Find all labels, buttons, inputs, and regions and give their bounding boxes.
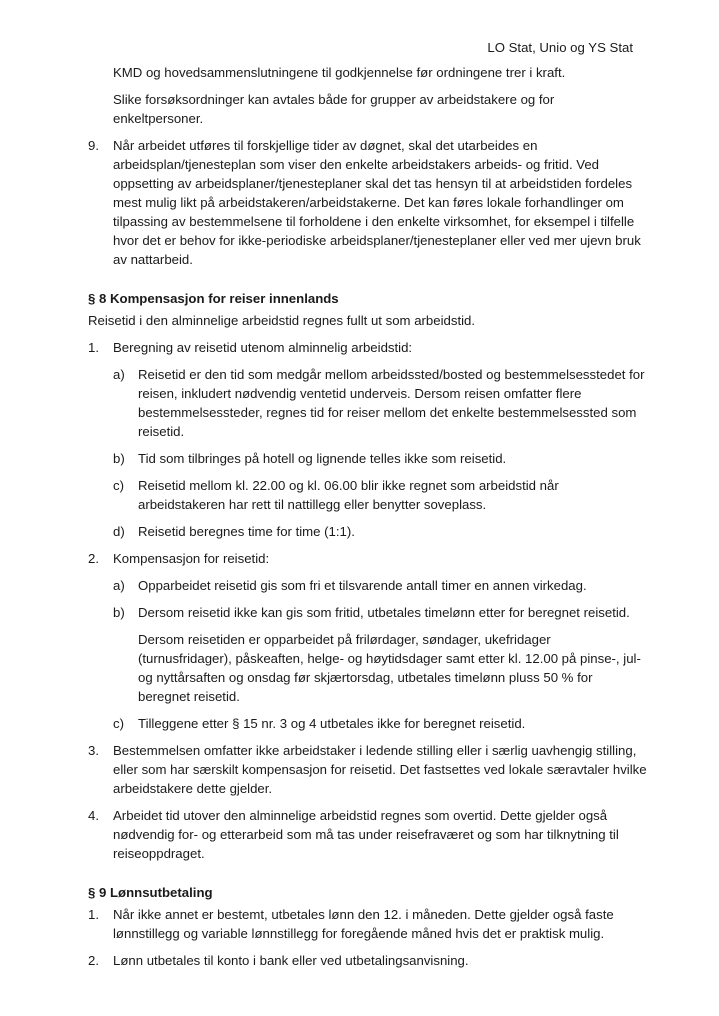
item-number: 2.	[88, 953, 99, 968]
sub-text: Reisetid mellom kl. 22.00 og kl. 06.00 blir ikke regnet som arbeidstid når arbeidstakeren har rett til nattillegg eller benytter soveplass.	[138, 478, 559, 512]
s9-list-item-2	[88, 951, 648, 970]
sub-item-b	[113, 449, 648, 468]
item-number: 2.	[88, 551, 99, 566]
item-number: 9.	[88, 138, 99, 153]
sub-letter: b)	[113, 451, 125, 466]
paragraph: KMD og hovedsammenslutningene til godkjennelse før ordningene trer i kraft.	[113, 65, 566, 80]
s8-list-item-4	[88, 806, 648, 863]
sub-text-extra: Dersom reisetiden er opparbeidet på frilørdager, søndager, ukefridager (turnusfridager), påskeaften, helge- og høytidsdager samt etter kl. 12.00 på pinse-, jul- og nyttårsaften og onsdag før skjærtorsdag, utbetales timelønn pluss 50 % for beregnet reisetid.	[138, 632, 641, 704]
s9-list-item-1	[88, 905, 648, 943]
continuation-text	[88, 63, 648, 128]
sub-text: Tilleggene etter § 15 nr. 3 og 4 utbetales ikke for beregnet reisetid.	[138, 716, 526, 731]
document-body	[88, 63, 648, 978]
sub-item-a	[113, 365, 648, 441]
sub-letter: a)	[113, 578, 125, 593]
sub-text: Reisetid er den tid som medgår mellom arbeidssted/bosted og bestemmelsesstedet for reisen, inkludert nødvendig ventetid underveis. Dersom reisen omfatter flere bestemmelsessteder, regnes tid for reiser mellom det enkelte bestemmelsessted som reisetid.	[138, 367, 645, 439]
sub-item-c	[113, 714, 648, 733]
item-number: 1.	[88, 907, 99, 922]
section-8-intro: Reisetid i den alminnelige arbeidstid regnes fullt ut som arbeidstid.	[88, 313, 476, 328]
item-text: Når arbeidet utføres til forskjellige tider av døgnet, skal det utarbeides en arbeidsplan/tjenesteplan som viser den enkelte arbeidstakers arbeids- og fritid. Ved oppsetting av arbeidsplaner/tjenesteplaner skal det tas hensyn til at arbeidstiden fordeles mest mulig likt på arbeidstakeren/arbeidstakerne. Det kan føres lokale forhandlinger om tilpassing av bestemmelsene til forholdene i den enkelte virksomhet, for eksempel i tilfelle hvor det er behov for ikke-periodiske arbeidsplaner/tjenesteplaner eller ved mer ujevn bruk av nattarbeid.	[113, 138, 641, 267]
item-text: Arbeidet tid utover den alminnelige arbeidstid regnes som overtid. Dette gjelder også nødvendig for- og etterarbeid som må tas under reisefraværet og som har tilknytning til reiseoppdraget.	[113, 808, 619, 861]
item-text: Beregning av reisetid utenom alminnelig arbeidstid:	[113, 340, 413, 355]
sub-item-c	[113, 476, 648, 514]
item-text: Bestemmelsen omfatter ikke arbeidstaker i ledende stilling eller i særlig uavhengig stilling, eller som har særskilt kompensasjon for reisetid. Det fastsettes ved lokale særavtaler hvilke arbeidstakere dette gjelder.	[113, 743, 647, 796]
s8-list-item-3	[88, 741, 648, 798]
sub-text: Opparbeidet reisetid gis som fri et tilsvarende antall timer en annen virkedag.	[138, 578, 587, 593]
item-text: Kompensasjon for reisetid:	[113, 551, 270, 566]
sub-text: Reisetid beregnes time for time (1:1).	[138, 524, 355, 539]
sub-letter: b)	[113, 605, 125, 620]
item-number: 1.	[88, 340, 99, 355]
item-text: Lønn utbetales til konto i bank eller ved utbetalingsanvisning.	[113, 953, 469, 968]
s8-list-item-2	[88, 549, 648, 733]
item-text: Når ikke annet er bestemt, utbetales lønn den 12. i måneden. Dette gjelder også faste lønnstillegg og variable lønnstillegg for foregående måned hvis det er praktisk mulig.	[113, 907, 614, 941]
page-header: LO Stat, Unio og YS Stat	[487, 40, 633, 55]
sub-text: Tid som tilbringes på hotell og lignende telles ikke som reisetid.	[138, 451, 507, 466]
paragraph: Slike forsøksordninger kan avtales både for grupper av arbeidstakere og for enkeltpersoner.	[113, 92, 555, 126]
section-9-title: § 9 Lønnsutbetaling	[88, 885, 213, 900]
sub-letter: c)	[113, 716, 124, 731]
section-8-title: § 8 Kompensasjon for reiser innenlands	[88, 291, 339, 306]
sub-letter: c)	[113, 478, 124, 493]
s8-list-item-1	[88, 338, 648, 541]
sub-item-d	[113, 522, 648, 541]
sub-text: Dersom reisetid ikke kan gis som fritid, utbetales timelønn etter for beregnet reisetid.	[138, 605, 630, 620]
sub-letter: a)	[113, 367, 125, 382]
list-item-9	[88, 136, 648, 269]
sub-item-a	[113, 576, 648, 595]
item-number: 4.	[88, 808, 99, 823]
sub-item-b	[113, 603, 648, 706]
sub-letter: d)	[113, 524, 125, 539]
item-number: 3.	[88, 743, 99, 758]
